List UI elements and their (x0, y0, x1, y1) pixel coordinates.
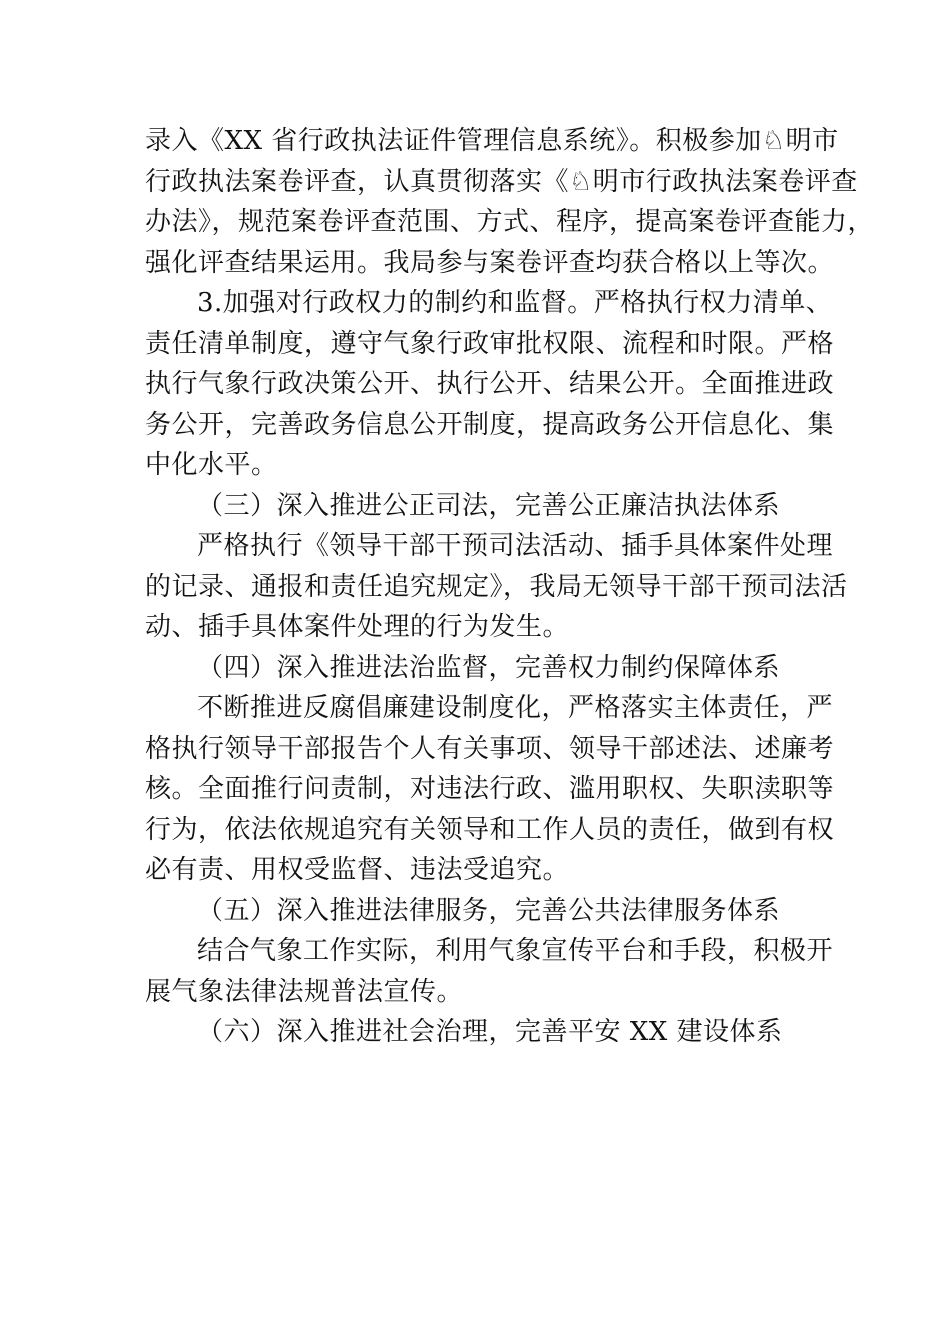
text-line: 格执行领导干部报告个人有关事项、领导干部述法、述廉考 (145, 733, 835, 764)
paragraph-power-supervision (145, 283, 835, 486)
text-line: 办法》，规范案卷评查范围、方式、程序，提高案卷评查能力， (145, 207, 875, 237)
text-line: 务公开，完善政务信息公开制度，提高政务公开信息化、集 (145, 409, 835, 440)
section-heading-3 (145, 486, 825, 527)
text-line: 中化水平。 (145, 450, 278, 480)
paragraph-judicial-intervention (145, 526, 848, 648)
heading-text: （三）深入推进公正司法，完善公正廉洁执法体系 (197, 490, 781, 521)
paragraph-legal-publicity (145, 931, 834, 1012)
text-line: 行为，依法依规追究有关领导和工作人员的责任，做到有权 (145, 814, 835, 845)
text-line: 录入《XX 省行政执法证件管理信息系统》。积极参加♘明市 (145, 126, 839, 156)
paragraph-anti-corruption (145, 688, 835, 891)
text-line: 核。全面推行问责制，对违法行政、滥用职权、失职渎职等 (145, 774, 835, 804)
section-heading-5 (145, 891, 825, 932)
text-line: 动、插手具体案件处理的行为发生。 (145, 612, 570, 642)
text-line: 3.加强对行政权力的制约和监督。严格执行权力清单、 (197, 288, 833, 318)
document-body (145, 121, 875, 1053)
text-line: 严格执行《领导干部干预司法活动、插手具体案件处理 (197, 531, 834, 561)
section-heading-4 (145, 648, 825, 689)
heading-text: （五）深入推进法律服务，完善公共法律服务体系 (197, 895, 781, 926)
text-line: 结合气象工作实际，利用气象宣传平台和手段，积极开 (197, 936, 834, 966)
section-heading-6 (145, 1012, 825, 1053)
text-line: 不断推进反腐倡廉建设制度化，严格落实主体责任，严 (197, 693, 834, 723)
text-line: 行政执法案卷评查，认真贯彻落实《♘明市行政执法案卷评查 (145, 166, 858, 197)
text-line: 执行气象行政决策公开、执行公开、结果公开。全面推进政 (145, 369, 835, 399)
text-line: 强化评查结果运用。我局参与案卷评查均获合格以上等次。 (145, 247, 835, 278)
heading-text: （四）深入推进法治监督，完善权力制约保障体系 (197, 652, 781, 683)
text-line: 展气象法律法规普法宣传。 (145, 976, 464, 1007)
paragraph-case-review (145, 121, 875, 283)
heading-text: （六）深入推进社会治理，完善平安 XX 建设体系 (197, 1017, 783, 1047)
text-line: 责任清单制度，遵守气象行政审批权限、流程和时限。严格 (145, 328, 835, 359)
text-line: 的记录、通报和责任追究规定》，我局无领导干部干预司法活 (145, 571, 848, 602)
text-line: 必有责、用权受监督、违法受追究。 (145, 855, 570, 885)
